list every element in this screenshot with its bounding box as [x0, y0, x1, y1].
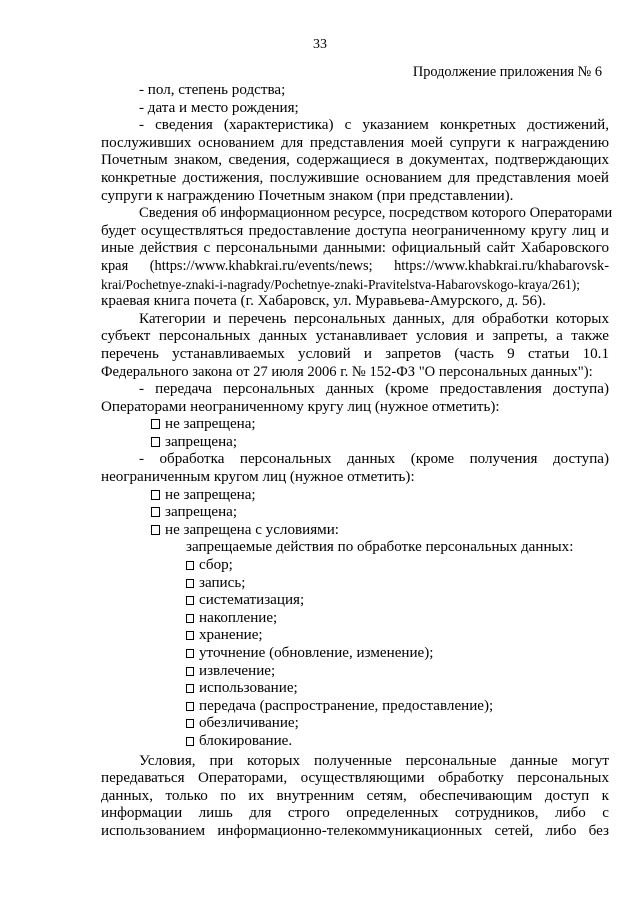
checkbox-option[interactable]: запись;: [101, 575, 609, 593]
checkbox-option[interactable]: сбор;: [101, 557, 609, 575]
checkbox-option[interactable]: не запрещена;: [101, 416, 609, 434]
checkbox-icon[interactable]: [186, 631, 194, 640]
checkbox-icon[interactable]: [151, 490, 160, 500]
list-item-achievements: - сведения (характеристика) с указанием конкретных достижений,: [139, 117, 609, 134]
text-line: использованием информационно-телекоммуникационных сетей, либо без: [101, 822, 609, 839]
paragraph-resource: Сведения об информационном ресурсе, посредством которого Операторами: [139, 205, 613, 222]
text-line: krai/Pochetnye-znaki-i-nagrady/Pochetnye-znaki-Pravitelstva-Habarovskogo-kraya/261);: [101, 276, 580, 292]
checkbox-icon[interactable]: [186, 614, 194, 623]
checkbox-option[interactable]: систематизация;: [101, 592, 609, 610]
checkbox-icon[interactable]: [186, 561, 194, 570]
checkbox-icon[interactable]: [151, 437, 160, 447]
text-line: перечень устанавливаемых условий и запретов (часть 9 статьи 10.1: [101, 345, 609, 362]
text-line: супруги к награждению Почетным знаком (при представлении).: [101, 187, 514, 204]
text-line: Федерального закона от 27 июля 2006 г. № 152-ФЗ "О персональных данных"):: [101, 363, 593, 380]
checkbox-option[interactable]: уточнение (обновление, изменение);: [101, 645, 609, 663]
text-line: Операторами неограниченному кругу лиц (нужное отметить):: [101, 398, 500, 415]
checkbox-option[interactable]: блокирование.: [101, 733, 609, 751]
checkbox-option[interactable]: не запрещена;: [101, 487, 609, 505]
list-item-processing: - обработка персональных данных (кроме получения доступа): [139, 451, 609, 468]
checkbox-icon[interactable]: [186, 737, 194, 746]
document-body: [101, 82, 613, 841]
text-line: информации лишь для строго определенных сотрудников, либо с: [101, 805, 609, 822]
checkbox-option[interactable]: использование;: [101, 680, 609, 698]
checkbox-option[interactable]: хранение;: [101, 627, 609, 645]
list-item-birth: - дата и место рождения;: [139, 99, 299, 116]
checkbox-option[interactable]: накопление;: [101, 610, 609, 628]
checkbox-option[interactable]: извлечение;: [101, 663, 609, 681]
text-line: послуживших основанием для представления моей супруги к награждению: [101, 134, 609, 151]
text-line: будет осуществляться предоставление доступа неограниченному кругу лиц и: [101, 222, 609, 239]
prohibited-actions-heading: запрещаемые действия по обработке персональных данных:: [186, 539, 574, 556]
text-line: неограниченным кругом лиц (нужное отметить):: [101, 469, 415, 486]
checkbox-icon[interactable]: [186, 719, 194, 728]
checkbox-option[interactable]: обезличивание;: [101, 715, 609, 733]
text-line: Почетным знаком, сведения, содержащиеся в документах, подтверждающих: [101, 152, 609, 169]
checkbox-icon[interactable]: [151, 507, 160, 517]
text-line: передаваться Операторами, осуществляющими обработку персональных: [101, 770, 609, 787]
checkbox-icon[interactable]: [186, 579, 194, 588]
checkbox-icon[interactable]: [151, 419, 160, 429]
checkbox-icon[interactable]: [186, 667, 194, 676]
paragraph-conditions: Условия, при которых полученные персональные данные могут: [139, 752, 609, 769]
checkbox-icon[interactable]: [186, 649, 194, 658]
list-item-gender: - пол, степень родства;: [139, 82, 286, 98]
appendix-label: Продолжение приложения № 6: [412, 64, 602, 80]
paragraph-categories: Категории и перечень персональных данных, для обработки которых: [139, 310, 609, 327]
checkbox-option[interactable]: передача (распространение, предоставление);: [101, 698, 609, 716]
text-line: данных, только по их внутренним сетям, обеспечивающим доступ к: [101, 787, 609, 804]
checkbox-icon[interactable]: [151, 525, 160, 535]
checkbox-icon[interactable]: [186, 702, 194, 711]
text-line: субъект персональных данных устанавливает условия и запреты, а также: [101, 328, 609, 345]
checkbox-option[interactable]: запрещена;: [101, 504, 609, 522]
text-line: конкретные достижения, послужившие основанием для представления моей: [101, 169, 609, 186]
checkbox-icon[interactable]: [186, 596, 194, 605]
text-line: иные действия с персональными данными: официальный сайт Хабаровского: [101, 240, 609, 257]
list-item-transfer: - передача персональных данных (кроме предоставления доступа): [139, 381, 609, 398]
checkbox-icon[interactable]: [186, 684, 194, 693]
page-number: 33: [313, 37, 327, 52]
checkbox-option[interactable]: запрещена;: [101, 434, 609, 452]
text-line: краевая книга почета (г. Хабаровск, ул. Муравьева-Амурского, д. 56).: [101, 293, 546, 310]
checkbox-option[interactable]: не запрещена с условиями:: [101, 522, 609, 540]
text-line: края (https://www.khabkrai.ru/events/news; https://www.khabkrai.ru/khabarovsk-: [101, 257, 609, 274]
